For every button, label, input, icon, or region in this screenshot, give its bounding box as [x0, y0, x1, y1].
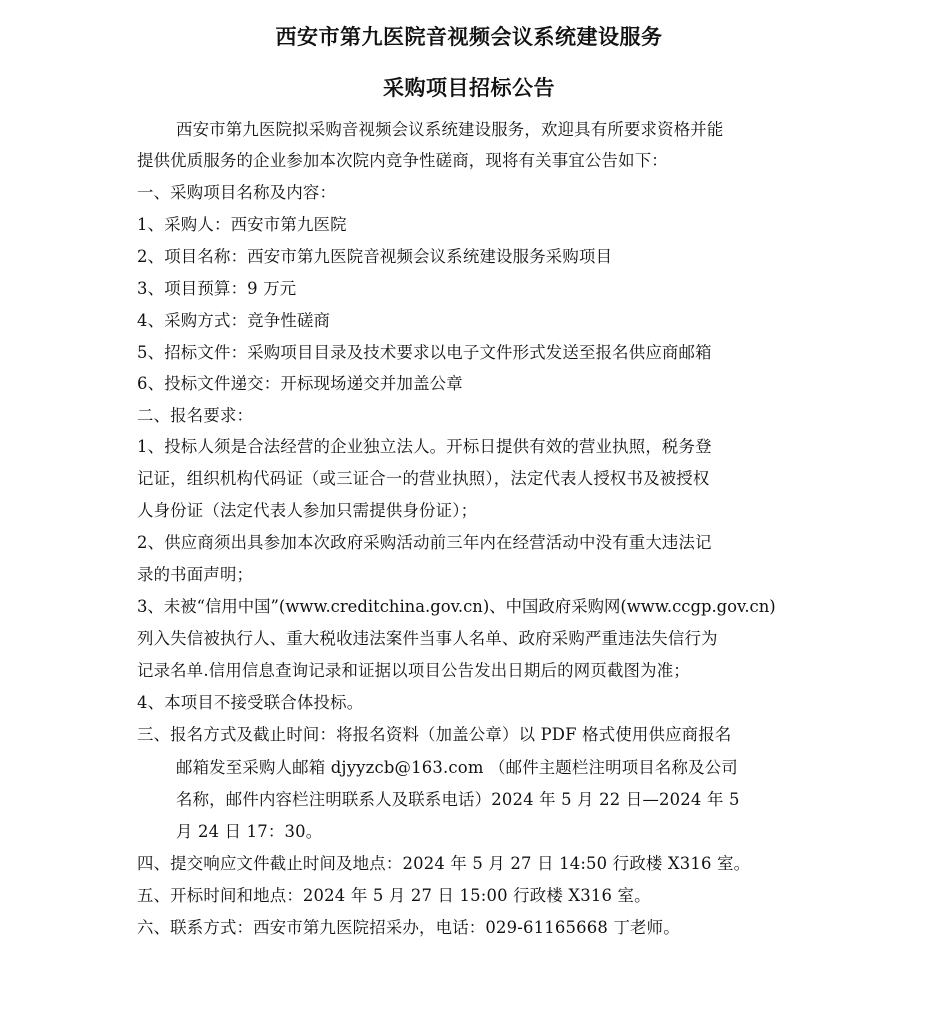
- req1-line2: 记证，组织机构代码证（或三证合一的营业执照），法定代表人授权书及被授权: [137, 469, 710, 488]
- doc-title-line1: 西安市第九医院音视频会议系统建设服务: [275, 25, 663, 49]
- section3-line4: 月 24 日 17：30。: [176, 822, 323, 841]
- req2-line2: 录的书面声明；: [137, 565, 254, 584]
- req1-line1: 1、投标人须是合法经营的企业独立法人。开标日提供有效的营业执照，税务登: [137, 437, 712, 456]
- req3-line3: 记录名单.信用信息查询记录和证据以项目公告发出日期后的网页截图为准；: [137, 661, 690, 680]
- section1-item-5: 5、招标文件：采购项目目录及技术要求以电子文件形式发送至报名供应商邮箱: [137, 343, 712, 362]
- req3-line2: 列入失信被执行人、重大税收违法案件当事人名单、政府采购严重违法失信行为: [137, 629, 718, 648]
- intro-line1: 西安市第九医院拟采购音视频会议系统建设服务，欢迎具有所要求资格并能: [176, 120, 724, 139]
- section3-line1: 三、报名方式及截止时间：将报名资料（加盖公章）以 PDF 格式使用供应商报名: [137, 725, 732, 744]
- section1-heading: 一、采购项目名称及内容：: [137, 183, 337, 202]
- req1-line3: 人身份证（法定代表人参加只需提供身份证）；: [137, 501, 478, 520]
- section1-item-1: 1、采购人：西安市第九医院: [137, 215, 347, 234]
- section6-line: 六、联系方式：西安市第九医院招采办，电话：029-61165668 丁老师。: [137, 918, 680, 937]
- section3-line3: 名称，邮件内容栏注明联系人及联系电话）2024 年 5 月 22 日—2024 年 5: [176, 790, 740, 809]
- section5-line: 五、开标时间和地点：2024 年 5 月 27 日 15:00 行政楼 X316 室。: [137, 886, 651, 905]
- section4-line: 四、提交响应文件截止时间及地点：2024 年 5 月 27 日 14:50 行政楼 X316 室。: [137, 854, 751, 873]
- section1-item-4: 4、采购方式：竞争性磋商: [137, 311, 331, 330]
- req4-line: 4、本项目不接受联合体投标。: [137, 693, 364, 712]
- section2-heading: 二、报名要求：: [137, 406, 254, 425]
- req2-line1: 2、供应商须出具参加本次政府采购活动前三年内在经营活动中没有重大违法记: [137, 533, 712, 552]
- section1-item-2: 2、项目名称：西安市第九医院音视频会议系统建设服务采购项目: [137, 247, 613, 266]
- doc-title-line2: 采购项目招标公告: [383, 76, 555, 100]
- section1-item-3: 3、项目预算：9 万元: [137, 279, 297, 298]
- section1-item-6: 6、投标文件递交：开标现场递交并加盖公章: [137, 374, 463, 393]
- section3-line2: 邮箱发至采购人邮箱 djyyzcb@163.com （邮件主题栏注明项目名称及公司: [176, 758, 738, 777]
- req3-line1: 3、未被“信用中国”(www.creditchina.gov.cn)、中国政府采购网(www.ccgp.gov.cn): [137, 597, 776, 616]
- intro-line2: 提供优质服务的企业参加本次院内竞争性磋商，现将有关事宜公告如下：: [137, 151, 668, 170]
